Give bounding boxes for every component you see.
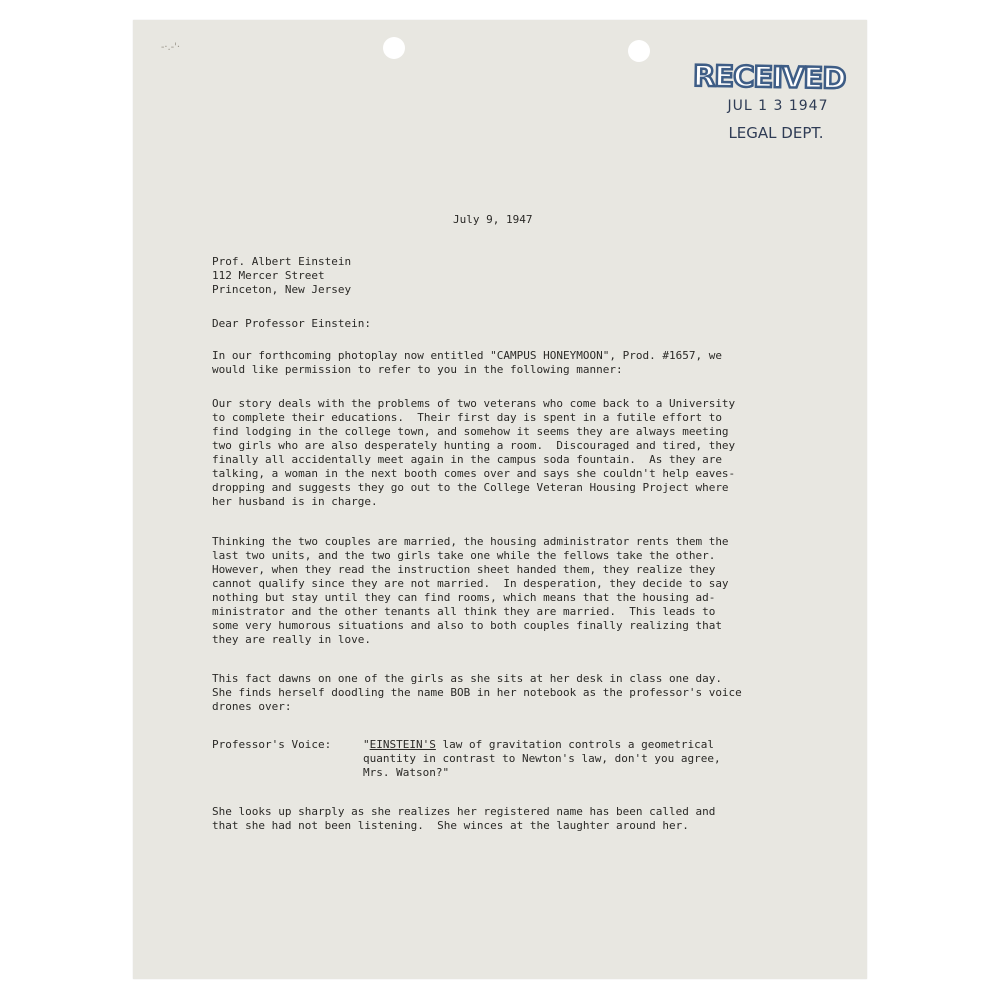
stamp-dept: LEGAL DEPT.	[728, 124, 824, 142]
paragraph-line: She looks up sharply as she realizes her registered name has been called and	[212, 805, 716, 818]
address-line: Prof. Albert Einstein	[212, 255, 352, 268]
stamp-date: JUL 1 3 1947	[727, 98, 829, 114]
speaker-label: Professor's Voice:	[212, 738, 332, 751]
quote-line: quantity in contrast to Newton's law, don't you agree,	[363, 752, 721, 765]
paragraph-line: drones over:	[212, 700, 292, 713]
punch-hole	[628, 40, 650, 62]
quote-open-mark: "	[363, 738, 370, 751]
paragraph-line: cannot qualify since they are not married. In desperation, they decide to say	[212, 577, 729, 590]
paragraph-line: This fact dawns on one of the girls as she sits at her desk in class one day.	[212, 672, 722, 685]
paragraph-line: her husband is in charge.	[212, 495, 378, 508]
paragraph-line: In our forthcoming photoplay now entitled "CAMPUS HONEYMOON", Prod. #1657, we	[212, 349, 722, 362]
paragraph-line: they are really in love.	[212, 633, 371, 646]
paragraph-line: last two units, and the two girls take one while the fellows take the other.	[212, 549, 716, 562]
paragraph-line: However, when they read the instruction sheet handed them, they realize they	[212, 563, 716, 576]
punch-hole	[383, 37, 405, 59]
paragraph-line: dropping and suggests they go out to the College Veteran Housing Project where	[212, 481, 729, 494]
einstein-underlined: EINSTEIN'S	[369, 738, 436, 751]
paragraph-line: nothing but stay until they can find rooms, which means that the housing ad-	[212, 591, 716, 604]
stamp-received-text: RECEIVED	[692, 58, 846, 96]
received-stamp	[692, 58, 846, 142]
address-line: 112 Mercer Street	[212, 269, 325, 282]
paragraph-4	[212, 672, 742, 714]
paragraph-line: find lodging in the college town, and somehow it seems they are always meeting	[212, 425, 729, 438]
address-line: Princeton, New Jersey	[212, 283, 352, 296]
paragraph-line: to complete their educations. Their first day is spent in a futile effort to	[212, 411, 722, 424]
pencil-mark: -·.-'·	[161, 42, 181, 53]
paragraph-1	[212, 349, 722, 377]
quote-line: Mrs. Watson?"	[363, 766, 450, 779]
letter-date: July 9, 1947	[453, 213, 533, 226]
paragraph-line: talking, a woman in the next booth comes over and says she couldn't help eaves-	[212, 467, 736, 480]
paragraph-line: Thinking the two couples are married, the housing administrator rents them the	[212, 535, 729, 548]
paragraph-line: would like permission to refer to you in the following manner:	[212, 363, 623, 376]
paragraph-line: that she had not been listening. She winces at the laughter around her.	[212, 819, 689, 832]
paragraph-3	[212, 535, 729, 647]
salutation: Dear Professor Einstein:	[212, 317, 371, 330]
paragraph-line: two girls who are also desperately hunting a room. Discouraged and tired, they	[212, 439, 736, 452]
paragraph-line: ministrator and the other tenants all think they are married. This leads to	[212, 605, 716, 618]
recipient-address	[212, 255, 351, 297]
paragraph-line: some very humorous situations and also to both couples finally realizing that	[212, 619, 722, 632]
paragraph-line: Our story deals with the problems of two veterans who come back to a University	[212, 397, 736, 410]
paragraph-2	[212, 397, 735, 509]
professor-quote	[363, 738, 721, 780]
paragraph-line: finally all accidentally meet again in the campus soda fountain. As they are	[212, 453, 722, 466]
paragraph-5	[212, 805, 715, 833]
quote-line	[363, 738, 721, 752]
letter-page	[133, 20, 867, 979]
quote-line-rest: law of gravitation controls a geometrical	[435, 738, 715, 751]
paragraph-line: She finds herself doodling the name BOB in her notebook as the professor's voice	[212, 686, 742, 699]
